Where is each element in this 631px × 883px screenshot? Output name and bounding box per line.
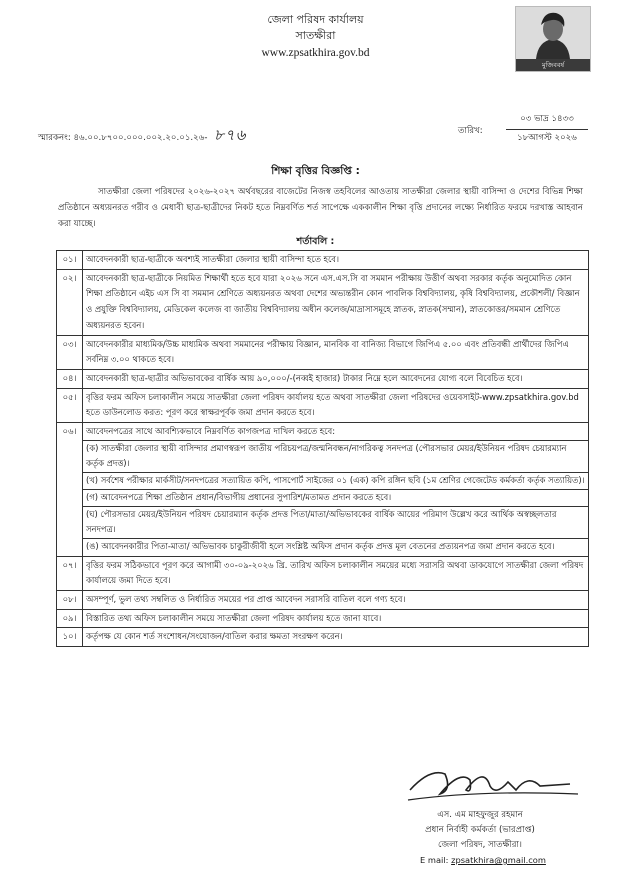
portrait-caption: মুজিববর্ষ (516, 59, 590, 71)
date-label: তারিখ: (458, 126, 483, 136)
table-row (57, 251, 589, 270)
condition-text: বিস্তারিত তথ্য অফিস চলাকালীন সময়ে সাতক্ষীরা জেলা পরিষদ কার্যালয় হতে জানা যাবে। (83, 609, 589, 628)
condition-number: ০১। (57, 251, 83, 270)
condition-number: ০৯। (57, 609, 83, 628)
condition-text: অসম্পূর্ণ, ভুল তথ্য সম্বলিত ও নির্ধারিত সময়ের পর প্রাপ্ত আবেদন সরাসরি বাতিল বলে গণ্য হবে। (83, 591, 589, 610)
condition-number: ০২। (57, 269, 83, 335)
signatory-name: এস. এম মাহফুজুর রহমান (437, 810, 523, 820)
condition-number: ০৭। (57, 556, 83, 590)
intro-paragraph: সাতক্ষীরা জেলা পরিষদের ২০২৬-২০২৭ অর্থবছরের বাজেটের নিজস্ব তহবিলের আওতায় সাতক্ষীরা জেলার স্থায়ী বাসিন্দা ও দেশের বিভিন্ন শিক্ষা প্রতিষ্ঠানে অধ্যয়নরত গরীব ও মেধাবী ছাত্র-ছাত্রীদের নিকট হতে নিম্নবর্ণিত শর্ত সাপেক্ষে এককালীন শিক্ষা বৃত্তি প্রদানের লক্ষ্যে নির্ধারিত ফরমে দরখাস্ত আহবান করা যাচ্ছে। (58, 187, 583, 229)
email-line (420, 855, 546, 865)
portrait-image (515, 6, 591, 72)
terms-heading: শর্তাবলি : (296, 236, 335, 247)
portrait-icon (516, 7, 590, 59)
memo-handwritten-number: ৮৭৬ (214, 126, 247, 144)
table-row (57, 591, 589, 610)
condition-number: ০৩। (57, 335, 83, 369)
condition-text: বৃত্তির ফরম সঠিকভাবে পূরণ করে আগামী ৩০-০৯-২০২৬ খ্রি. তারিখ অফিস চলাকালীন সময়ের মধ্যে সরাসরি অথবা ডাকযোগে সাতক্ষীরা জেলা পরিষদ কার্যালয়ে জমা দিতে হবে। (83, 556, 589, 590)
email-label: E mail: (420, 855, 449, 865)
signatory-block (380, 808, 580, 853)
condition-number: ০৫। (57, 388, 83, 422)
condition-number: ০৬। (57, 423, 83, 557)
condition-text: আবেদনকারী ছাত্র-ছাত্রীকে অবশ্যই সাতক্ষীরা জেলার স্থায়ী বাসিন্দা হতে হবে। (83, 251, 589, 270)
document-item-kha: (খ) সর্বশেষ পরীক্ষার মার্কসীট/সনদপত্রের সত্যায়িত কপি, পাসপোর্ট সাইজের ০১ (এক) কপি রঙ্গিন ছবি (১ম শ্রেণির গেজেটেড কর্মকর্তা কর্তৃক সত্যায়িত)। (83, 472, 588, 489)
english-date: ১৮আগস্ট ২০২৬ (517, 133, 577, 143)
condition-text: আবেদনকারী ছাত্র-ছাত্রীর অভিভাবকের বার্ষিক আয় ৯০,০০০/-(নব্বই হাজার) টাকার নিম্নে হলে আবেদনের যোগ্য বলে বিবেচিত হবে। (83, 369, 589, 388)
bangla-date: ০৩ ভাদ্র ১৪৩৩ (506, 112, 588, 130)
document-item-umo: (ঙ) আবেদনকারীর পিতা-মাতা/ অভিভাবক চাকুরীজীবী হলে সংশ্লিষ্ট অফিস প্রদান কর্তৃক প্রদত্ত মূল বেতনের প্রত্যয়নপত্র জমা প্রদান করতে হবে। (83, 538, 588, 555)
table-row (57, 556, 589, 590)
table-row (57, 423, 589, 557)
table-row (57, 335, 589, 369)
memo-line (38, 124, 246, 149)
condition-text: কর্তৃপক্ষ যে কোন শর্ত সংশোধন/সংযোজন/বাতিল করার ক্ষমতা সংরক্ষণ করেন। (83, 628, 589, 647)
district-name: সাতক্ষীরা (295, 29, 336, 42)
memo-label: স্মারকনং: (38, 133, 71, 143)
document-item-ka: (ক) সাতক্ষীরা জেলার স্থায়ী বাসিন্দার প্রমাণস্বরূপ জাতীয় পরিচয়পত্র/জন্মনিবন্ধন/নাগরিকত্ব সনদপত্র (পৌরসভার মেয়র/ইউনিয়ন পরিষদ চেয়ারম্যান কর্তৃক প্রদত্ত)। (83, 440, 588, 472)
notice-title: শিক্ষা বৃত্তির বিজ্ঞপ্তি : (271, 165, 360, 177)
table-row (57, 388, 589, 422)
signatory-designation: প্রধান নির্বাহী কর্মকর্তা (ভারপ্রাপ্ত) (425, 825, 535, 835)
condition-text: আবেদনকারীর মাধ্যমিক/উচ্চ মাধ্যমিক অথবা সমমানের পরীক্ষায় বিজ্ঞান, মানবিক বা বানিজ্য বিভাগে জিপিএ ৫.০০ এবং প্রতিবন্ধী প্রার্থীদের জিপিএ সর্বনিম্ন ৩.০০ থাকতে হবে। (83, 335, 589, 369)
table-row (57, 269, 589, 335)
table-row (57, 369, 589, 388)
conditions-table (56, 250, 589, 647)
website-text: www.zpsatkhira.gov.bd (261, 47, 370, 59)
office-name: জেলা পরিষদ কার্যালয় (267, 13, 364, 26)
condition-number: ০৮। (57, 591, 83, 610)
condition-lead: আবেদনপত্রের সাথে আবশ্যিকভাবে নিম্নবর্ণিত কাগজপত্র দাখিল করতে হবে: (86, 426, 336, 437)
document-item-ga: (গ) আবেদনপত্রে শিক্ষা প্রতিষ্ঠান প্রধান/বিভাগীয় প্রধানের সুপারিশ/মতামত প্রদান করতে হবে। (83, 489, 588, 506)
condition-number: ১০। (57, 628, 83, 647)
handwritten-signature (400, 760, 580, 806)
table-row (57, 609, 589, 628)
condition-text: আবেদনকারী ছাত্র-ছাত্রীকে নিয়মিত শিক্ষার্থী হতে হবে যারা ২০২৬ সনে এস.এস.সি বা সমমান পরীক্ষায় উত্তীর্ণ অথবা সরকার কর্তৃক অনুমোদিত কোন শিক্ষা প্রতিষ্ঠানে এইচ এস সি বা সমমান শ্রেণিতে অধ্যয়নরত অথবা দেশের অভ্যন্তরীন কোন পাবলিক বিশ্ববিদ্যালয়, কৃষি বিশ্ববিদ্যালয়, প্রকৌশলী/ বিজ্ঞান ও প্রযুক্তি বিশ্ববিদ্যালয়, মেডিকেল কলেজ বা জাতীয় বিশ্ববিদ্যালয় অধীন কলেজ/মাদ্রাসাসমূহে স্নাতক, স্নাতক(সম্মান), স্নাতকোত্তর/সমমান শ্রেণিতে অধ্যয়নরত হবেন। (83, 269, 589, 335)
memo-number: ৪৬.০০.৮৭০০.০০০.০০২.২০.০১.২৬- (73, 133, 208, 143)
condition-text: বৃত্তির ফরম অফিস চলাকালীন সময়ে সাতক্ষীরা জেলা পরিষদ কার্যালয় হতে অথবা সাতক্ষীরা জেলা পরিষদের ওয়েবসাইট-www.zpsatkhira.gov.bd হতে ডাউনলোড করত: পূরণ করে স্বাক্ষরপূর্বক জমা প্রদান করতে হবে। (83, 388, 589, 422)
signatory-office: জেলা পরিষদ, সাতক্ষীরা। (438, 840, 522, 850)
condition-number: ০৪। (57, 369, 83, 388)
document-item-gha: (ঘ) পৌরসভার মেয়র/ইউনিয়ন পরিষদ চেয়ারম্যান কর্তৃক প্রদত্ত পিতা/মাতা/অভিভাবকের বার্ষিক আয়ের পরিমাণ উল্লেখ করে আর্থিক অস্বচ্ছলতার সনদপত্র। (83, 506, 588, 538)
condition-text (83, 423, 589, 557)
email-address[interactable]: zpsatkhira@gmail.com (451, 855, 546, 865)
table-row (57, 628, 589, 647)
